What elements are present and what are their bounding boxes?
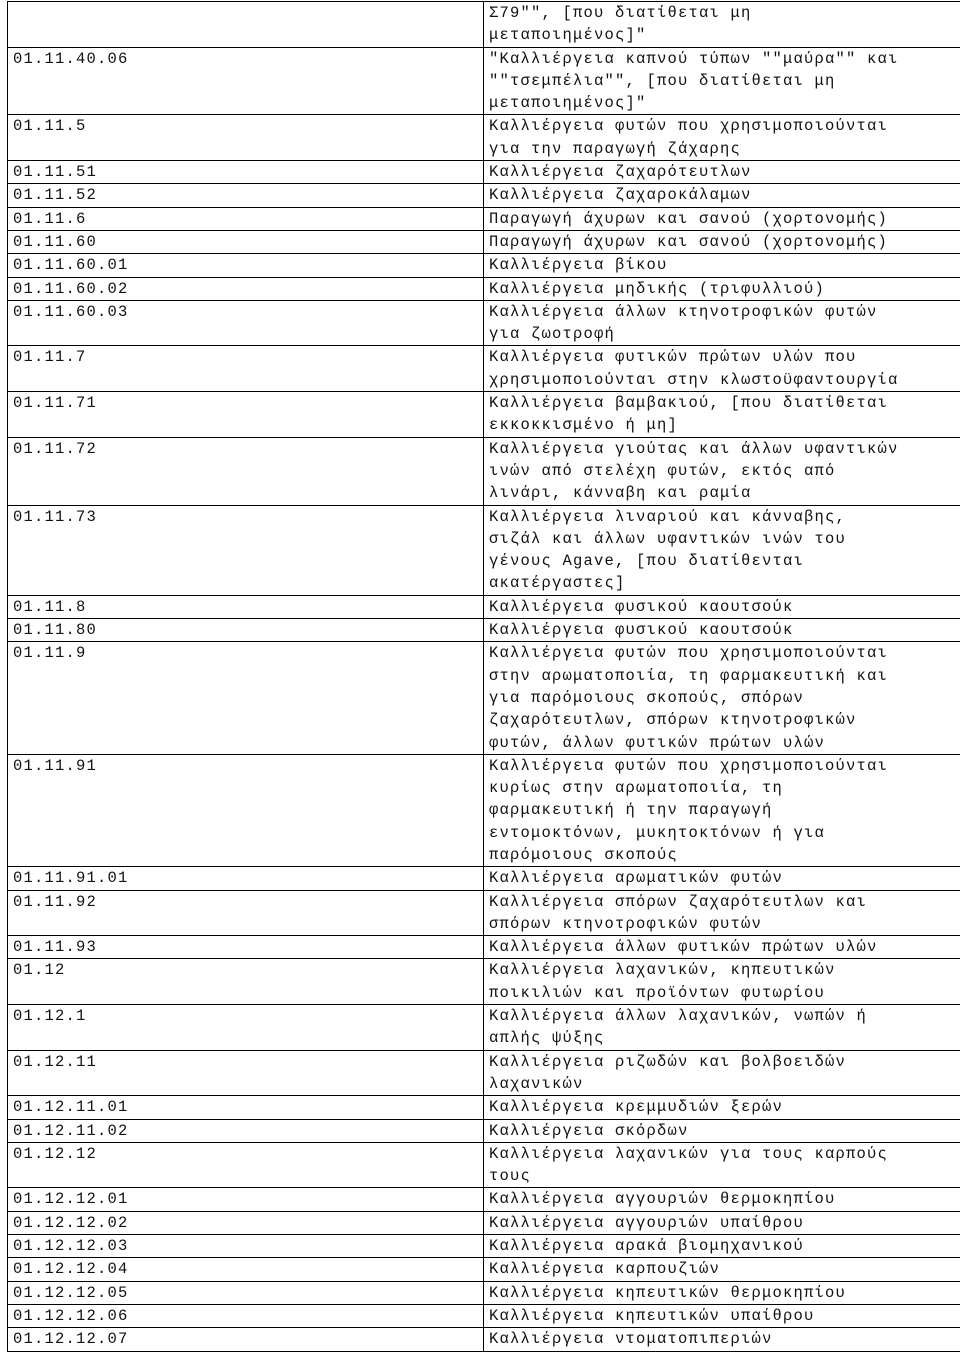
activity-code: 01.12.12.04 <box>8 1258 484 1281</box>
description-line: παρόμοιους σκοπούς <box>489 844 960 866</box>
description-line: Καλλιέργεια σπόρων ζαχαρότευτλων και <box>489 891 960 913</box>
table-row <box>8 959 960 1005</box>
table-row <box>8 254 960 277</box>
table-row <box>8 1142 960 1188</box>
activity-description <box>484 300 960 346</box>
activity-code: 01.11.5 <box>8 115 484 161</box>
table-row <box>8 47 960 115</box>
description-line: Καλλιέργεια λιναριού και κάνναβης, <box>489 506 960 528</box>
description-line: σπόρων κτηνοτροφικών φυτών <box>489 913 960 935</box>
activity-description <box>484 1188 960 1211</box>
activity-code: 01.11.91 <box>8 754 484 866</box>
description-line: Καλλιέργεια βαμβακιού, [που διατίθεται <box>489 392 960 414</box>
description-line: Καλλιέργεια σκόρδων <box>489 1120 960 1142</box>
activity-description <box>484 437 960 505</box>
description-line: Σ79"", [που διατίθεται μη <box>489 2 960 24</box>
activity-description <box>484 1050 960 1096</box>
activity-code: 01.11.60.03 <box>8 300 484 346</box>
description-line: Καλλιέργεια άλλων φυτικών πρώτων υλών <box>489 936 960 958</box>
table-row <box>8 300 960 346</box>
description-line: απλής ψύξης <box>489 1027 960 1049</box>
activity-description <box>484 2 960 48</box>
activity-description <box>484 277 960 300</box>
activity-code: 01.12.12.02 <box>8 1211 484 1234</box>
table-row <box>8 1235 960 1258</box>
activity-description <box>484 1096 960 1119</box>
activity-code: 01.12.11 <box>8 1050 484 1096</box>
activity-code: 01.11.92 <box>8 890 484 936</box>
activity-code: 01.11.60.01 <box>8 254 484 277</box>
activity-code: 01.12.12.07 <box>8 1328 484 1351</box>
table-row <box>8 595 960 618</box>
description-line: εντομοκτόνων, μυκητοκτόνων ή για <box>489 822 960 844</box>
table-row <box>8 2 960 48</box>
activity-code: 01.11.60.02 <box>8 277 484 300</box>
description-line: στην αρωματοποιία, τη φαρμακευτική και <box>489 665 960 687</box>
table-row <box>8 230 960 253</box>
activity-description <box>484 619 960 642</box>
table-row <box>8 1328 960 1351</box>
activity-code: 01.11.7 <box>8 346 484 392</box>
activity-code: 01.11.80 <box>8 619 484 642</box>
table-row <box>8 277 960 300</box>
description-line: χρησιμοποιούνται στην κλωστοϋφαντουργία <box>489 369 960 391</box>
description-line: Καλλιέργεια φυτών που χρησιμοποιούνται <box>489 755 960 777</box>
activity-code: 01.11.71 <box>8 392 484 438</box>
description-line: κυρίως στην αρωματοποιία, τη <box>489 777 960 799</box>
activity-description <box>484 184 960 207</box>
description-line: λινάρι, κάνναβη και ραμία <box>489 482 960 504</box>
description-line: για ζωοτροφή <box>489 323 960 345</box>
description-line: Καλλιέργεια ζαχαρότευτλων <box>489 161 960 183</box>
activity-description <box>484 1304 960 1327</box>
activity-code: 01.11.40.06 <box>8 47 484 115</box>
activity-code: 01.12.12 <box>8 1142 484 1188</box>
table-row <box>8 1188 960 1211</box>
activity-description <box>484 1258 960 1281</box>
table-row <box>8 505 960 595</box>
activity-code: 01.11.52 <box>8 184 484 207</box>
activity-description <box>484 936 960 959</box>
description-line: Καλλιέργεια ζαχαροκάλαμων <box>489 184 960 206</box>
table-row <box>8 437 960 505</box>
activity-description <box>484 1142 960 1188</box>
description-line: Καλλιέργεια βίκου <box>489 254 960 276</box>
description-line: Καλλιέργεια λαχανικών για τους καρπούς <box>489 1143 960 1165</box>
activity-description <box>484 230 960 253</box>
description-line: λαχανικών <box>489 1073 960 1095</box>
activity-description <box>484 346 960 392</box>
description-line: Καλλιέργεια κηπευτικών θερμοκηπίου <box>489 1282 960 1304</box>
description-line: Καλλιέργεια άλλων κτηνοτροφικών φυτών <box>489 301 960 323</box>
table-row <box>8 184 960 207</box>
description-line: Παραγωγή άχυρων και σανού (χορτονομής) <box>489 231 960 253</box>
description-line: για την παραγωγή ζάχαρης <box>489 138 960 160</box>
table-row <box>8 161 960 184</box>
description-line: ποικιλιών και προϊόντων φυτωρίου <box>489 982 960 1004</box>
description-line: Καλλιέργεια μηδικής (τριφυλλιού) <box>489 278 960 300</box>
description-line: Καλλιέργεια άλλων λαχανικών, νωπών ή <box>489 1005 960 1027</box>
description-line: Καλλιέργεια φυτών που χρησιμοποιούνται <box>489 115 960 137</box>
table-row <box>8 642 960 754</box>
description-line: Καλλιέργεια φυσικού καουτσούκ <box>489 596 960 618</box>
description-line: μεταποιημένος]" <box>489 24 960 46</box>
description-line: τους <box>489 1165 960 1187</box>
activity-code: 01.11.60 <box>8 230 484 253</box>
table-row <box>8 115 960 161</box>
activity-description <box>484 754 960 866</box>
activity-code: 01.11.73 <box>8 505 484 595</box>
activity-description <box>484 254 960 277</box>
description-line: Καλλιέργεια αγγουριών υπαίθρου <box>489 1212 960 1234</box>
description-line: Καλλιέργεια γιούτας και άλλων υφαντικών <box>489 438 960 460</box>
activity-description <box>484 1211 960 1234</box>
table-row <box>8 346 960 392</box>
activity-description <box>484 161 960 184</box>
table-row <box>8 754 960 866</box>
activity-code: 01.11.93 <box>8 936 484 959</box>
table-row <box>8 207 960 230</box>
activity-description <box>484 392 960 438</box>
description-line: ακατέργαστες] <box>489 572 960 594</box>
description-line: για παρόμοιους σκοπούς, σπόρων <box>489 687 960 709</box>
activity-code: 01.11.6 <box>8 207 484 230</box>
activity-code: 01.12.12.06 <box>8 1304 484 1327</box>
description-line: σιζάλ και άλλων υφαντικών ινών του <box>489 528 960 550</box>
activity-codes-table <box>7 1 960 1352</box>
activity-description <box>484 207 960 230</box>
activity-description <box>484 505 960 595</box>
description-line: Καλλιέργεια ντοματοπιπεριών <box>489 1328 960 1350</box>
description-line: Καλλιέργεια φυτών που χρησιμοποιούνται <box>489 642 960 664</box>
description-line: Καλλιέργεια καρπουζιών <box>489 1258 960 1280</box>
description-line: Καλλιέργεια ριζωδών και βολβοειδών <box>489 1051 960 1073</box>
table-row <box>8 867 960 890</box>
activity-code: 01.12.12.01 <box>8 1188 484 1211</box>
description-line: Καλλιέργεια αρωματικών φυτών <box>489 867 960 889</box>
description-line: "Καλλιέργεια καπνού τύπων ""μαύρα"" και <box>489 48 960 70</box>
table-row <box>8 1050 960 1096</box>
description-line: φαρμακευτική ή την παραγωγή <box>489 799 960 821</box>
description-line: Καλλιέργεια φυσικού καουτσούκ <box>489 619 960 641</box>
activity-code: 01.12.11.01 <box>8 1096 484 1119</box>
table-row <box>8 890 960 936</box>
description-line: Καλλιέργεια φυτικών πρώτων υλών που <box>489 346 960 368</box>
activity-code: 01.12.12.03 <box>8 1235 484 1258</box>
activity-code: 01.11.8 <box>8 595 484 618</box>
description-line: Καλλιέργεια κηπευτικών υπαίθρου <box>489 1305 960 1327</box>
description-line: ινών από στελέχη φυτών, εκτός από <box>489 460 960 482</box>
activity-description <box>484 1119 960 1142</box>
table-row <box>8 1119 960 1142</box>
activity-code <box>8 2 484 48</box>
activity-description <box>484 47 960 115</box>
activity-code: 01.12 <box>8 959 484 1005</box>
activity-code: 01.11.72 <box>8 437 484 505</box>
activity-code: 01.12.12.05 <box>8 1281 484 1304</box>
description-line: ""τσεμπέλια"", [που διατίθεται μη <box>489 70 960 92</box>
activity-description <box>484 115 960 161</box>
description-line: Καλλιέργεια αρακά βιομηχανικού <box>489 1235 960 1257</box>
description-line: Παραγωγή άχυρων και σανού (χορτονομής) <box>489 208 960 230</box>
table-row <box>8 1211 960 1234</box>
activity-code: 01.11.51 <box>8 161 484 184</box>
activity-description <box>484 1328 960 1351</box>
activity-description <box>484 1005 960 1051</box>
activity-description <box>484 595 960 618</box>
activity-description <box>484 959 960 1005</box>
activity-description <box>484 867 960 890</box>
activity-code: 01.12.11.02 <box>8 1119 484 1142</box>
activity-code: 01.11.9 <box>8 642 484 754</box>
description-line: Καλλιέργεια κρεμμυδιών ξερών <box>489 1096 960 1118</box>
description-line: Καλλιέργεια λαχανικών, κηπευτικών <box>489 959 960 981</box>
table-row <box>8 1005 960 1051</box>
description-line: Καλλιέργεια αγγουριών θερμοκηπίου <box>489 1188 960 1210</box>
table-body <box>8 2 960 1352</box>
activity-description <box>484 1281 960 1304</box>
activity-description <box>484 642 960 754</box>
table-row <box>8 936 960 959</box>
table-row <box>8 1096 960 1119</box>
description-line: φυτών, άλλων φυτικών πρώτων υλών <box>489 732 960 754</box>
activity-description <box>484 890 960 936</box>
table-row <box>8 1258 960 1281</box>
table-row <box>8 1304 960 1327</box>
table-row <box>8 392 960 438</box>
description-line: ζαχαρότευτλων, σπόρων κτηνοτροφικών <box>489 709 960 731</box>
description-line: γένους Agave, [που διατίθενται <box>489 550 960 572</box>
description-line: εκκοκκισμένο ή μη] <box>489 414 960 436</box>
activity-code: 01.11.91.01 <box>8 867 484 890</box>
table-row <box>8 619 960 642</box>
activity-description <box>484 1235 960 1258</box>
activity-code: 01.12.1 <box>8 1005 484 1051</box>
table-row <box>8 1281 960 1304</box>
description-line: μεταποιημένος]" <box>489 92 960 114</box>
